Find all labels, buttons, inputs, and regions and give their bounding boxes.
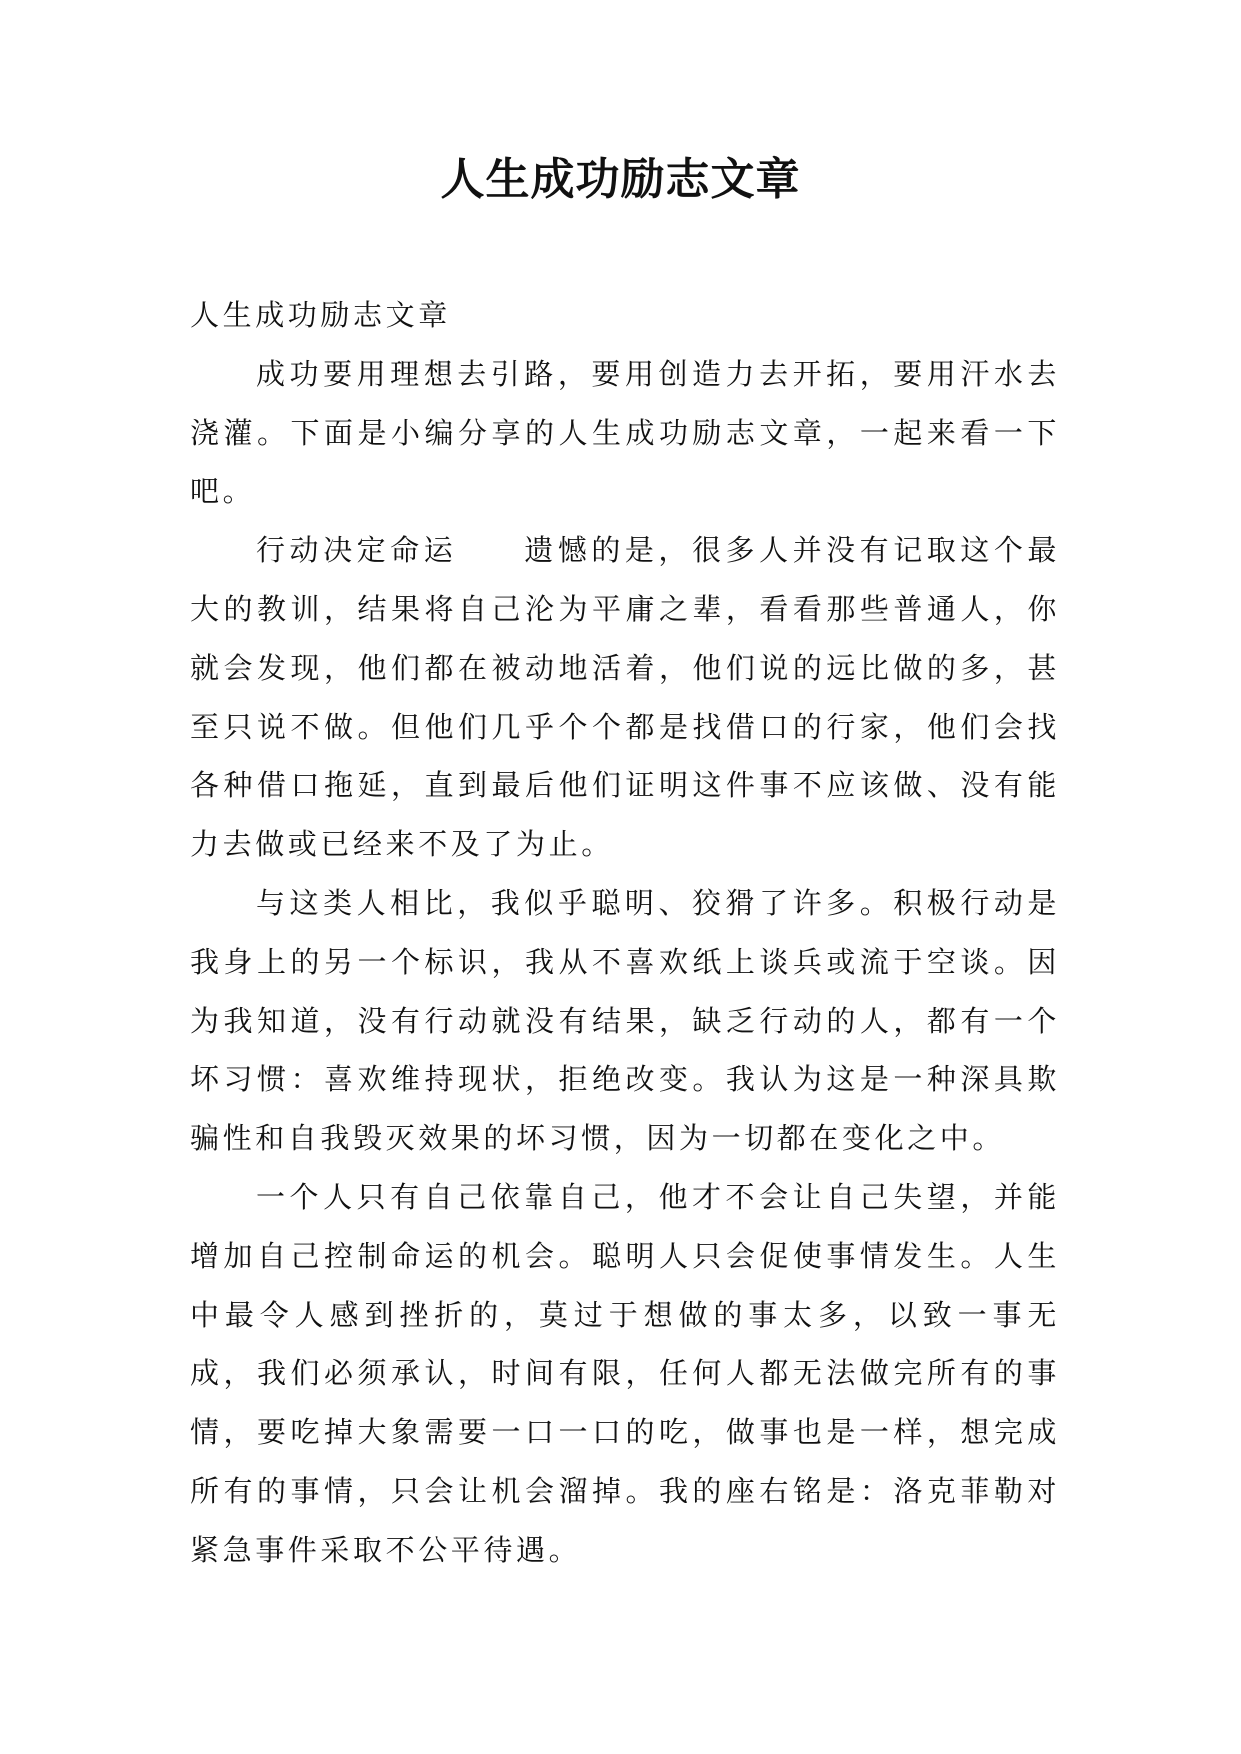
section-text: 遗憾的是，很多人并没有记取这个最大的教训，结果将自己沦为平庸之辈，看看那些普通人，你就会发现，他们都在被动地活着，他们说的远比做的多，甚至只说不做。但他们几乎个个都是找借口的行家，他们会找各种借口拖延，直到最后他们证明这件事不应该做、没有能力去做或已经来不及了为止。: [190, 533, 1060, 862]
document-title: 人生成功励志文章: [440, 154, 801, 205]
document-body: [190, 286, 1060, 1580]
document-subtitle: 人生成功励志文章: [190, 298, 451, 332]
section-paragraph: [190, 521, 1060, 874]
section-heading: 行动决定命运: [256, 533, 458, 568]
body-paragraph: 与这类人相比，我似乎聪明、狡猾了许多。积极行动是我身上的另一个标识，我从不喜欢纸上谈兵或流于空谈。因为我知道，没有行动就没有结果，缺乏行动的人，都有一个坏习惯：喜欢维持现状，拒绝改变。我认为这是一种深具欺骗性和自我毁灭效果的坏习惯，因为一切都在变化之中。: [190, 885, 1060, 1156]
intro-paragraph: 成功要用理想去引路，要用创造力去开拓，要用汗水去浇灌。下面是小编分享的人生成功励志文章，一起来看一下吧。: [190, 356, 1060, 509]
body-paragraph: 一个人只有自己依靠自己，他才不会让自己失望，并能增加自己控制命运的机会。聪明人只会促使事情发生。人生中最令人感到挫折的，莫过于想做的事太多，以致一事无成，我们必须承认，时间有限，任何人都无法做完所有的事情，要吃掉大象需要一口一口的吃，做事也是一样，想完成所有的事情，只会让机会溜掉。我的座右铭是：洛克菲勒对紧急事件采取不公平待遇。: [190, 1179, 1060, 1567]
